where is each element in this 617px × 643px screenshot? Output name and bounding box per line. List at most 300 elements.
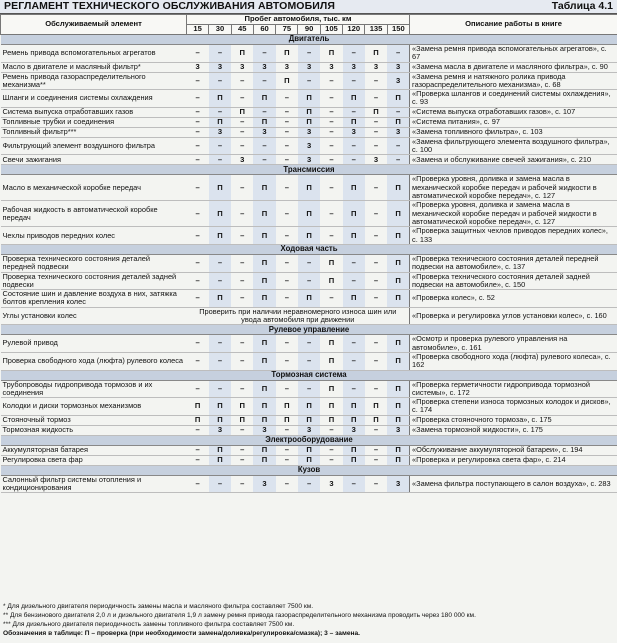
km-column-header: 60 [253, 25, 275, 35]
interval-cell: – [231, 272, 253, 290]
km-column-header: 45 [231, 25, 253, 35]
interval-cell: П [209, 415, 231, 425]
interval-cell: – [320, 445, 342, 455]
interval-cell: – [187, 137, 209, 155]
interval-cell: – [187, 445, 209, 455]
interval-cell: П [253, 254, 275, 272]
interval-cell: П [298, 107, 320, 117]
interval-cell: П [387, 90, 409, 108]
interval-cell: П [231, 415, 253, 425]
interval-cell: 3 [320, 475, 342, 493]
interval-cell: 3 [253, 127, 275, 137]
book-reference: «Проверка свободного хода (люфта) рулевого колеса», с. 162 [410, 352, 617, 370]
interval-cell: – [276, 352, 298, 370]
table-row [1, 272, 617, 290]
interval-cell: П [187, 398, 209, 416]
mileage-header: Пробег автомобиля, тыс. км [187, 15, 410, 25]
table-row [1, 475, 617, 493]
interval-cell: – [320, 175, 342, 201]
interval-cell: П [253, 455, 275, 465]
interval-cell: П [209, 227, 231, 245]
book-reference: «Проверка стояночного тормоза», с. 175 [410, 415, 617, 425]
interval-note: Проверить при наличии неравномерного износа шин или увода автомобиля при движении [187, 307, 410, 325]
element-name: Регулировка света фар [1, 455, 187, 465]
interval-cell: – [320, 72, 342, 90]
interval-cell: П [276, 45, 298, 63]
km-column-header: 90 [298, 25, 320, 35]
interval-cell: 3 [231, 155, 253, 165]
table-row [1, 352, 617, 370]
element-name: Состояние шин и давление воздуха в них, затяжка болтов крепления колес [1, 290, 187, 308]
interval-cell: – [343, 475, 365, 493]
km-column-header: 75 [276, 25, 298, 35]
km-column-header: 150 [387, 25, 409, 35]
title-bar [0, 0, 617, 14]
interval-cell: 3 [298, 155, 320, 165]
interval-cell: П [253, 290, 275, 308]
interval-cell: – [276, 425, 298, 435]
interval-cell: 3 [253, 475, 275, 493]
interval-cell: – [298, 45, 320, 63]
book-reference: «Проверка шлангов и соединений системы охлаждения», с. 93 [410, 90, 617, 108]
interval-cell: П [320, 415, 342, 425]
interval-cell: П [343, 175, 365, 201]
element-name: Салонный фильтр системы отопления и кондиционирования [1, 475, 187, 493]
interval-cell: 3 [231, 62, 253, 72]
element-name: Система выпуска отработавших газов [1, 107, 187, 117]
interval-cell: – [365, 475, 387, 493]
book-reference: «Проверка уровня, доливка и замена масла в механической коробке передач и рабочей жидкости в автоматической коробке передач», с. 127 [410, 175, 617, 201]
interval-cell: 3 [187, 62, 209, 72]
interval-cell: П [209, 201, 231, 227]
interval-cell: П [320, 398, 342, 416]
interval-cell: – [231, 455, 253, 465]
element-name: Рабочая жидкость в автоматической коробке передач [1, 201, 187, 227]
interval-cell: П [276, 398, 298, 416]
interval-cell: П [231, 107, 253, 117]
interval-cell: – [320, 425, 342, 435]
interval-cell: 3 [209, 425, 231, 435]
interval-cell: 3 [343, 127, 365, 137]
interval-cell: – [365, 90, 387, 108]
document-title: РЕГЛАМЕНТ ТЕХНИЧЕСКОГО ОБСЛУЖИВАНИЯ АВТОМОБИЛЯ [4, 0, 335, 12]
interval-cell: П [253, 398, 275, 416]
interval-cell: 3 [298, 127, 320, 137]
element-name: Фильтрующий элемент воздушного фильтра [1, 137, 187, 155]
interval-cell: – [365, 117, 387, 127]
interval-cell: П [253, 272, 275, 290]
table-row [1, 455, 617, 465]
interval-cell: П [209, 290, 231, 308]
interval-cell: – [276, 290, 298, 308]
element-name: Аккумуляторная батарея [1, 445, 187, 455]
interval-cell: П [253, 335, 275, 353]
interval-cell: П [298, 445, 320, 455]
element-name: Шланги и соединения системы охлаждения [1, 90, 187, 108]
table-row [1, 254, 617, 272]
interval-cell: – [276, 137, 298, 155]
interval-cell: П [253, 227, 275, 245]
interval-cell: – [187, 335, 209, 353]
interval-cell: – [365, 227, 387, 245]
interval-cell: – [320, 90, 342, 108]
table-number: Таблица 4.1 [551, 0, 613, 12]
interval-cell: П [343, 445, 365, 455]
book-reference: «Проверка и регулировка углов установки колес», с. 160 [410, 307, 617, 325]
interval-cell: П [320, 254, 342, 272]
interval-cell: – [231, 175, 253, 201]
interval-cell: – [253, 107, 275, 117]
interval-cell: – [365, 425, 387, 435]
interval-cell: – [187, 352, 209, 370]
interval-cell: 3 [387, 425, 409, 435]
interval-cell: П [387, 272, 409, 290]
interval-cell: П [387, 445, 409, 455]
table-row [1, 72, 617, 90]
km-column-header: 120 [343, 25, 365, 35]
table-row [1, 62, 617, 72]
interval-cell: – [343, 335, 365, 353]
interval-cell: – [343, 107, 365, 117]
interval-cell: – [209, 475, 231, 493]
interval-cell: – [231, 227, 253, 245]
interval-cell: – [276, 445, 298, 455]
table-row [1, 307, 617, 325]
interval-cell: – [209, 137, 231, 155]
interval-cell: – [231, 127, 253, 137]
km-column-header: 15 [187, 25, 209, 35]
interval-cell: П [276, 415, 298, 425]
interval-cell: 3 [320, 62, 342, 72]
element-name: Чехлы приводов передних колес [1, 227, 187, 245]
interval-cell: – [320, 227, 342, 245]
interval-cell: П [253, 117, 275, 127]
element-name: Стояночный тормоз [1, 415, 187, 425]
book-reference: «Проверка колес», с. 52 [410, 290, 617, 308]
interval-cell: П [298, 455, 320, 465]
table-row [1, 117, 617, 127]
interval-cell: – [320, 127, 342, 137]
interval-cell: – [298, 352, 320, 370]
element-name: Рулевой привод [1, 335, 187, 353]
interval-cell: – [365, 201, 387, 227]
interval-cell: П [387, 117, 409, 127]
interval-cell: – [276, 254, 298, 272]
interval-cell: П [298, 175, 320, 201]
interval-cell: – [209, 335, 231, 353]
interval-cell: – [298, 72, 320, 90]
interval-cell: – [343, 352, 365, 370]
section-header [1, 465, 617, 475]
book-reference: «Замена ремня и натяжного ролика привода газораспределительного механизма», с. 68 [410, 72, 617, 90]
interval-cell: – [231, 352, 253, 370]
interval-cell: П [253, 415, 275, 425]
interval-cell: – [276, 335, 298, 353]
interval-cell: – [187, 117, 209, 127]
interval-cell: – [209, 380, 231, 398]
book-reference: «Проверка степени износа тормозных колодок и дисков», с. 174 [410, 398, 617, 416]
interval-cell: 3 [387, 72, 409, 90]
interval-cell: – [343, 254, 365, 272]
section-header [1, 435, 617, 445]
interval-cell: – [343, 45, 365, 63]
interval-cell: – [298, 272, 320, 290]
footnote: *** Для дизельного двигателя периодичность замены топливного фильтра составляет 7500 км. [3, 621, 295, 628]
interval-cell: 3 [365, 62, 387, 72]
km-column-header: 30 [209, 25, 231, 35]
interval-cell: – [365, 455, 387, 465]
interval-cell: – [365, 254, 387, 272]
interval-cell: – [253, 72, 275, 90]
interval-cell: – [231, 445, 253, 455]
interval-cell: П [276, 72, 298, 90]
interval-cell: – [276, 227, 298, 245]
interval-cell: – [387, 107, 409, 117]
interval-cell: – [187, 175, 209, 201]
element-name: Проверка технического состояния деталей задней подвески [1, 272, 187, 290]
interval-cell: П [387, 175, 409, 201]
interval-cell: – [276, 272, 298, 290]
interval-cell: – [231, 137, 253, 155]
table-row [1, 380, 617, 398]
interval-cell: П [320, 272, 342, 290]
book-reference: «Проверка и регулировка света фар», с. 214 [410, 455, 617, 465]
interval-cell: П [187, 415, 209, 425]
element-name: Углы установки колес [1, 307, 187, 325]
interval-cell: 3 [253, 425, 275, 435]
interval-cell: – [276, 127, 298, 137]
table-row [1, 227, 617, 245]
table-row [1, 137, 617, 155]
interval-cell: – [253, 45, 275, 63]
book-reference: «Система питания», с. 97 [410, 117, 617, 127]
interval-cell: – [187, 272, 209, 290]
table-row [1, 290, 617, 308]
interval-cell: 3 [209, 127, 231, 137]
interval-cell: – [276, 475, 298, 493]
interval-cell: П [387, 227, 409, 245]
interval-cell: П [387, 290, 409, 308]
interval-cell: – [365, 127, 387, 137]
book-reference: «Обслуживание аккумуляторной батареи», с. 194 [410, 445, 617, 455]
interval-cell: – [209, 254, 231, 272]
interval-cell: – [365, 175, 387, 201]
interval-cell: – [343, 137, 365, 155]
book-reference: «Замена тормозной жидкости», с. 175 [410, 425, 617, 435]
km-column-header: 105 [320, 25, 342, 35]
element-name: Масло в механической коробке передач [1, 175, 187, 201]
table-row [1, 445, 617, 455]
interval-cell: П [365, 398, 387, 416]
element-name: Свечи зажигания [1, 155, 187, 165]
interval-cell: 3 [387, 475, 409, 493]
interval-cell: П [387, 254, 409, 272]
interval-cell: – [320, 155, 342, 165]
book-reference: «Замена фильтра поступающего в салон воздуха», с. 283 [410, 475, 617, 493]
interval-cell: – [298, 254, 320, 272]
interval-cell: – [343, 155, 365, 165]
interval-cell: П [209, 398, 231, 416]
interval-cell: 3 [253, 62, 275, 72]
interval-cell: – [320, 117, 342, 127]
section-header [1, 370, 617, 380]
interval-cell: – [365, 445, 387, 455]
element-name: Проверка свободного хода (люфта) рулевого колеса [1, 352, 187, 370]
interval-cell: – [209, 45, 231, 63]
table-row [1, 398, 617, 416]
table-row [1, 425, 617, 435]
interval-cell: П [320, 380, 342, 398]
interval-cell: – [365, 272, 387, 290]
interval-cell: – [276, 90, 298, 108]
header-row [1, 15, 617, 25]
book-reference: «Проверка уровня, доливка и замена масла в механической коробке передач и рабочей жидкости в автоматической коробке передач», с. 127 [410, 201, 617, 227]
interval-cell: П [231, 398, 253, 416]
interval-cell: П [253, 201, 275, 227]
section-header [1, 35, 617, 45]
footnotes [3, 602, 613, 638]
interval-cell: П [209, 90, 231, 108]
interval-cell: П [343, 227, 365, 245]
interval-cell: П [343, 398, 365, 416]
section-title: Двигатель [1, 35, 617, 45]
table-row [1, 127, 617, 137]
interval-cell: – [343, 72, 365, 90]
section-header [1, 165, 617, 175]
interval-cell: П [298, 415, 320, 425]
book-reference: «Замена масла в двигателе и масляного фильтра», с. 90 [410, 62, 617, 72]
interval-cell: – [231, 90, 253, 108]
interval-cell: – [276, 201, 298, 227]
interval-cell: – [365, 137, 387, 155]
legend: Обозначения в таблице: П – проверка (при необходимости замена/доливка/регулировка/смазка); 3 – замена. [3, 630, 360, 637]
interval-cell: – [298, 335, 320, 353]
element-name: Ремень привода вспомогательных агрегатов [1, 45, 187, 63]
book-reference: «Проверка технического состояния деталей задней подвески на автомобиле», с. 150 [410, 272, 617, 290]
interval-cell: – [387, 155, 409, 165]
table-row [1, 415, 617, 425]
description-header: Описание работы в книге [410, 15, 617, 35]
interval-cell: П [298, 290, 320, 308]
interval-cell: П [387, 415, 409, 425]
interval-cell: П [343, 455, 365, 465]
interval-cell: – [276, 155, 298, 165]
interval-cell: 3 [209, 62, 231, 72]
interval-cell: – [231, 254, 253, 272]
interval-cell: П [343, 90, 365, 108]
element-name: Тормозная жидкость [1, 425, 187, 435]
maintenance-table [0, 14, 617, 493]
book-reference: «Осмотр и проверка рулевого управления на автомобиле», с. 161 [410, 335, 617, 353]
interval-cell: – [276, 107, 298, 117]
table-row [1, 201, 617, 227]
interval-cell: – [343, 272, 365, 290]
interval-cell: – [209, 72, 231, 90]
interval-cell: П [231, 45, 253, 63]
interval-cell: 3 [343, 425, 365, 435]
interval-cell: – [209, 352, 231, 370]
interval-cell: – [209, 272, 231, 290]
interval-cell: – [320, 201, 342, 227]
interval-cell: 3 [298, 425, 320, 435]
interval-cell: П [209, 445, 231, 455]
table-row [1, 45, 617, 63]
interval-cell: П [387, 398, 409, 416]
km-column-header: 135 [365, 25, 387, 35]
interval-cell: – [187, 254, 209, 272]
interval-cell: – [320, 290, 342, 308]
interval-cell: – [187, 90, 209, 108]
element-name: Проверка технического состояния деталей передней подвески [1, 254, 187, 272]
interval-cell: – [231, 72, 253, 90]
book-reference: «Замена топливного фильтра», с. 103 [410, 127, 617, 137]
interval-cell: П [365, 107, 387, 117]
section-title: Ходовая часть [1, 244, 617, 254]
element-name: Топливный фильтр*** [1, 127, 187, 137]
section-title: Кузов [1, 465, 617, 475]
interval-cell: – [320, 107, 342, 117]
interval-cell: П [387, 201, 409, 227]
footnote: * Для дизельного двигателя периодичность замены масла и масляного фильтра составляет 7500 км. [3, 603, 314, 610]
interval-cell: П [387, 455, 409, 465]
interval-cell: – [387, 137, 409, 155]
interval-cell: П [343, 201, 365, 227]
interval-cell: П [209, 455, 231, 465]
book-reference: «Замена и обслуживание свечей зажигания», с. 210 [410, 155, 617, 165]
element-name: Колодки и диски тормозных механизмов [1, 398, 187, 416]
table-row [1, 175, 617, 201]
interval-cell: П [387, 352, 409, 370]
section-title: Электрооборудование [1, 435, 617, 445]
interval-cell: – [365, 72, 387, 90]
interval-cell: – [365, 335, 387, 353]
book-reference: «Замена фильтрующего элемента воздушного фильтра», с. 100 [410, 137, 617, 155]
table-row [1, 107, 617, 117]
interval-cell: – [187, 127, 209, 137]
interval-cell: П [343, 117, 365, 127]
interval-cell: – [231, 425, 253, 435]
interval-cell: – [276, 380, 298, 398]
interval-cell: П [387, 380, 409, 398]
element-header: Обслуживаемый элемент [1, 15, 187, 35]
interval-cell: 3 [387, 62, 409, 72]
interval-cell: П [298, 117, 320, 127]
interval-cell: – [253, 137, 275, 155]
interval-cell: П [253, 175, 275, 201]
interval-cell: – [365, 352, 387, 370]
interval-cell: – [387, 45, 409, 63]
interval-cell: – [209, 155, 231, 165]
interval-cell: – [320, 455, 342, 465]
interval-cell: П [209, 117, 231, 127]
interval-cell: П [387, 335, 409, 353]
book-reference: «Замена ремня привода вспомогательных агрегатов», с. 67 [410, 45, 617, 63]
interval-cell: – [231, 335, 253, 353]
interval-cell: П [298, 201, 320, 227]
interval-cell: П [298, 227, 320, 245]
interval-cell: П [209, 175, 231, 201]
interval-cell: П [253, 380, 275, 398]
interval-cell: – [276, 175, 298, 201]
interval-cell: – [365, 290, 387, 308]
interval-cell: – [298, 475, 320, 493]
section-header [1, 325, 617, 335]
interval-cell: – [343, 380, 365, 398]
interval-cell: – [253, 155, 275, 165]
book-reference: «Проверка герметичности гидропривода тормозной системы», с. 172 [410, 380, 617, 398]
interval-cell: – [209, 107, 231, 117]
interval-cell: П [298, 398, 320, 416]
